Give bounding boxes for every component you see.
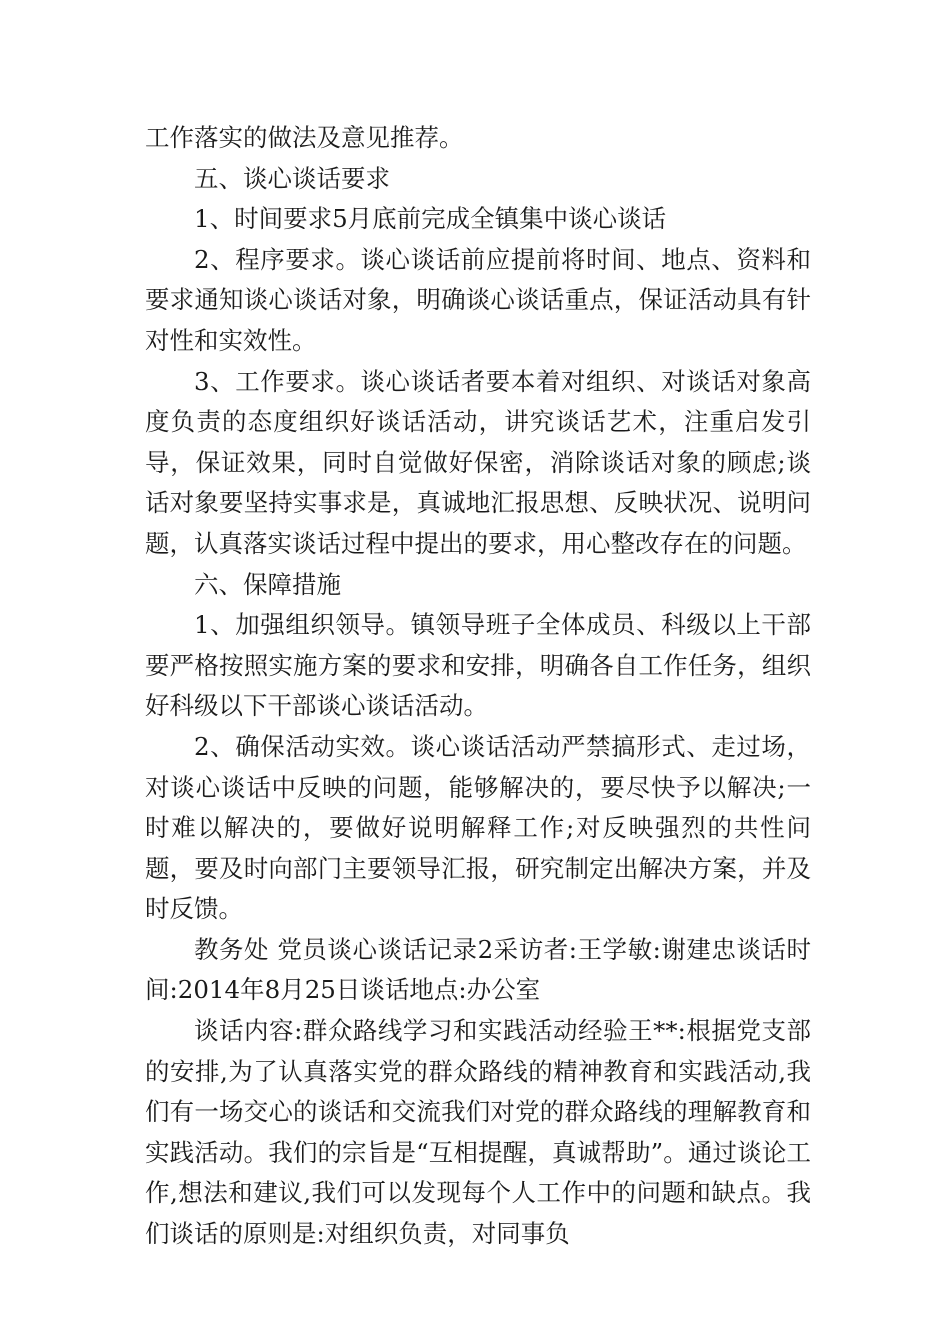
paragraph-time-requirement: 1、时间要求5月底前完成全镇集中谈心谈话 (194, 204, 667, 234)
document-body (145, 118, 811, 1255)
paragraph-procedure-requirement: 2、程序要求。谈心谈话前应提前将时间、地点、资料和要求通知谈心谈话对象，明确谈心谈话重点，保证活动具有针对性和实效性。 (145, 244, 811, 355)
paragraph-effectiveness: 2、确保活动实效。谈心谈话活动严禁搞形式、走过场，对谈心谈话中反映的问题，能够解决的，要尽快予以解决;一时难以解决的，要做好说明解释工作;对反映强烈的共性问题，要及时向部门主要领导汇报，研究制定出解决方案，并及时反馈。 (145, 731, 811, 924)
paragraph-leadership: 1、加强组织领导。镇领导班子全体成员、科级以上干部要严格按照实施方案的要求和安排，明确各自工作任务，组织好科级以下干部谈心谈话活动。 (145, 610, 811, 721)
paragraph-record-content: 谈话内容:群众路线学习和实践活动经验王**:根据党支部的安排,为了认真落实党的群众路线的精神教育和实践活动,我们有一场交心的谈话和交流我们对党的群众路线的理解教育和实践活动。我们的宗旨是“互相提醒，真诚帮助”。通过谈论工作,想法和建议,我们可以发现每个人工作中的问题和缺点。我们谈话的原则是:对组织负责，对同事负 (145, 1016, 811, 1249)
section-heading-safeguards: 六、保障措施 (194, 569, 341, 599)
paragraph-continuation: 工作落实的做法及意见推荐。 (145, 123, 464, 152)
paragraph-work-requirement: 3、工作要求。谈心谈话者要本着对组织、对谈话对象高度负责的态度组织好谈话活动，讲究谈话艺术，注重启发引导，保证效果，同时自觉做好保密，消除谈话对象的顾虑;谈话对象要坚持实事求是，真诚地汇报思想、反映状况、说明问题，认真落实谈话过程中提出的要求，用心整改存在的问题。 (145, 366, 811, 558)
paragraph-record-header: 教务处 党员谈心谈话记录2采访者:王学敏:谢建忠谈话时间:2014年8月25日谈话地点:办公室 (145, 934, 811, 1005)
section-heading-requirements: 五、谈心谈话要求 (194, 163, 390, 193)
